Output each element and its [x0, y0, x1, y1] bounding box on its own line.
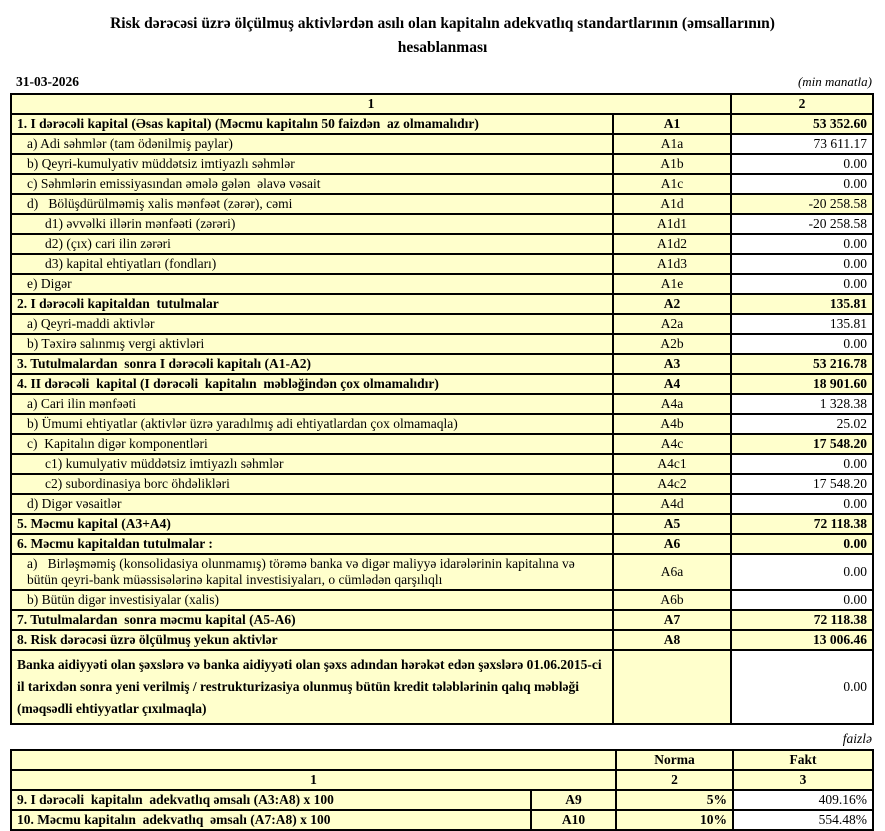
table-row	[11, 294, 873, 314]
row-code: A6b	[613, 590, 731, 610]
ratio-header-empty	[11, 750, 616, 770]
row-code: A1b	[613, 154, 731, 174]
row-code: A4c2	[613, 474, 731, 494]
row-value: 25.02	[731, 414, 873, 434]
row-description: 7. Tutulmalardan sonra məcmu kapital (A5-A6)	[11, 610, 613, 630]
table-row	[11, 514, 873, 534]
row-value: 17 548.20	[731, 474, 873, 494]
row-code: A1	[613, 114, 731, 134]
row-description: 3. Tutulmalardan sonra I dərəcəli kapitalı (A1-A2)	[11, 354, 613, 374]
ratio-code: A9	[531, 790, 616, 810]
percent-note: faizlə	[842, 730, 872, 746]
row-code: A2	[613, 294, 731, 314]
table-row	[11, 374, 873, 394]
ratio-row	[11, 790, 873, 810]
ratio-header-col-3: 3	[733, 770, 873, 790]
row-description: Banka aidiyyəti olan şəxslərə və banka aidiyyəti olan şəxs adından hərəkət edən şəxslərə 01.06.2015-ci il tarixdən sonra yeni verilmiş / restrukturizasiya olunmuş bütün kredit tələblərinin qalıq məbləği (məqsədli ehtiyyatlar çıxılmaqla)	[11, 650, 613, 724]
row-value: 0.00	[731, 494, 873, 514]
ratio-fakt: 554.48%	[733, 810, 873, 830]
row-description: a) Qeyri-maddi aktivlər	[11, 314, 613, 334]
capital-adequacy-table	[10, 93, 874, 725]
row-value: 135.81	[731, 294, 873, 314]
row-description: 2. I dərəcəli kapitaldan tutulmalar	[11, 294, 613, 314]
table-row	[11, 334, 873, 354]
table-row	[11, 274, 873, 294]
row-code: A8	[613, 630, 731, 650]
header-col-1: 1	[11, 94, 731, 114]
report-title	[0, 12, 885, 60]
ratio-norma: 10%	[616, 810, 733, 830]
report-title-line2: hesablanması	[397, 39, 488, 57]
table-row	[11, 394, 873, 414]
table-row	[11, 314, 873, 334]
row-value: 0.00	[731, 590, 873, 610]
row-code: A4d	[613, 494, 731, 514]
table-row	[11, 414, 873, 434]
row-description: 8. Risk dərəcəsi üzrə ölçülmuş yekun aktivlər	[11, 630, 613, 650]
row-value: 0.00	[731, 554, 873, 590]
ratio-header-col-2: 2	[616, 770, 733, 790]
row-value: 0.00	[731, 650, 873, 724]
adequacy-ratio-table	[10, 749, 874, 831]
table-row	[11, 154, 873, 174]
row-code: A4c1	[613, 454, 731, 474]
table-row	[11, 474, 873, 494]
row-value: 0.00	[731, 234, 873, 254]
ratio-description: 9. I dərəcəli kapitalın adekvatlıq əmsalı (A3:A8) x 100	[11, 790, 531, 810]
ratio-norma: 5%	[616, 790, 733, 810]
row-value: 13 006.46	[731, 630, 873, 650]
row-code: A1d1	[613, 214, 731, 234]
row-code: A1d3	[613, 254, 731, 274]
table-row	[11, 114, 873, 134]
row-description: 5. Məcmu kapital (A3+A4)	[11, 514, 613, 534]
row-description: c1) kumulyativ müddətsiz imtiyazlı səhmlər	[11, 454, 613, 474]
row-description: d2) (çıx) cari ilin zərəri	[11, 234, 613, 254]
row-code: A4b	[613, 414, 731, 434]
row-code: A1d2	[613, 234, 731, 254]
row-value: 72 118.38	[731, 610, 873, 630]
row-description: e) Digər	[11, 274, 613, 294]
report-date: 31-03-2026	[16, 74, 79, 90]
header-col-2: 2	[731, 94, 873, 114]
unit-note: (min manatla)	[797, 74, 872, 90]
table-row	[11, 174, 873, 194]
row-description: a) Birləşməmiş (konsolidasiya olunmamış) törəmə banka və digər maliyyə idarələrinin kapitalına və bütün qeyri-bank müəssisələrinə kapital investisiyaları, o cümlədən qarşılıqlı	[11, 554, 613, 590]
table-row	[11, 650, 873, 724]
row-description: 4. II dərəcəli kapital (I dərəcəli kapitalın məbləğindən çox olmamalıdır)	[11, 374, 613, 394]
table-row	[11, 234, 873, 254]
row-description: c2) subordinasiya borc öhdəlikləri	[11, 474, 613, 494]
row-value: 0.00	[731, 454, 873, 474]
table-row	[11, 434, 873, 454]
row-description: c) Səhmlərin emissiyasından əmələ gələn əlavə vəsait	[11, 174, 613, 194]
table-header-row	[11, 94, 873, 114]
table-row	[11, 494, 873, 514]
row-description: c) Kapitalın digər komponentləri	[11, 434, 613, 454]
ratio-header-col-1: 1	[11, 770, 616, 790]
table-row	[11, 454, 873, 474]
row-code: A4	[613, 374, 731, 394]
row-code: A4c	[613, 434, 731, 454]
table-row	[11, 134, 873, 154]
row-description: b) Ümumi ehtiyatlar (aktivlər üzrə yaradılmış adi ehtiyatlardan çox olmamaqla)	[11, 414, 613, 434]
row-code: A2a	[613, 314, 731, 334]
row-description: 6. Məcmu kapitaldan tutulmalar :	[11, 534, 613, 554]
row-code: A2b	[613, 334, 731, 354]
row-code: A6a	[613, 554, 731, 590]
row-description: b) Təxirə salınmış vergi aktivləri	[11, 334, 613, 354]
row-value: 73 611.17	[731, 134, 873, 154]
ratio-fakt: 409.16%	[733, 790, 873, 810]
row-value: -20 258.58	[731, 214, 873, 234]
row-code: A1e	[613, 274, 731, 294]
row-value: 72 118.38	[731, 514, 873, 534]
row-code: A3	[613, 354, 731, 374]
ratio-header-norma: Norma	[616, 750, 733, 770]
row-value: -20 258.58	[731, 194, 873, 214]
table-row	[11, 610, 873, 630]
row-value: 0.00	[731, 174, 873, 194]
table-row	[11, 194, 873, 214]
ratio-header-row-2	[11, 770, 873, 790]
row-value: 17 548.20	[731, 434, 873, 454]
table-row	[11, 214, 873, 234]
row-code: A1c	[613, 174, 731, 194]
ratio-description: 10. Məcmu kapitalın adekvatlıq əmsalı (A7:A8) x 100	[11, 810, 531, 830]
table-row	[11, 354, 873, 374]
row-description: b) Qeyri-kumulyativ müddətsiz imtiyazlı səhmlər	[11, 154, 613, 174]
row-value: 0.00	[731, 254, 873, 274]
row-code: A5	[613, 514, 731, 534]
row-value: 0.00	[731, 274, 873, 294]
report-title-line1: Risk dərəcəsi üzrə ölçülmuş aktivlərdən asılı olan kapitalın adekvatlıq standartlarının (əmsallarının)	[110, 15, 775, 32]
row-description: d) Digər vəsaitlər	[11, 494, 613, 514]
row-value: 0.00	[731, 534, 873, 554]
row-description: d3) kapital ehtiyatları (fondları)	[11, 254, 613, 274]
row-description: a) Adi səhmlər (tam ödənilmiş paylar)	[11, 134, 613, 154]
table-row	[11, 554, 873, 590]
row-code	[613, 650, 731, 724]
table-row	[11, 590, 873, 610]
row-value: 0.00	[731, 334, 873, 354]
ratio-header-fakt: Fakt	[733, 750, 873, 770]
row-description: d) Bölüşdürülməmiş xalis mənfəət (zərər), cəmi	[11, 194, 613, 214]
meta-row	[16, 74, 872, 90]
ratio-header-row-1	[11, 750, 873, 770]
table-row	[11, 630, 873, 650]
row-code: A4a	[613, 394, 731, 414]
row-value: 1 328.38	[731, 394, 873, 414]
row-code: A6	[613, 534, 731, 554]
row-value: 53 216.78	[731, 354, 873, 374]
row-value: 18 901.60	[731, 374, 873, 394]
table-row	[11, 254, 873, 274]
row-code: A7	[613, 610, 731, 630]
row-code: A1d	[613, 194, 731, 214]
ratio-row	[11, 810, 873, 830]
row-description: 1. I dərəcəli kapital (Əsas kapital) (Məcmu kapitalın 50 faizdən az olmamalıdır)	[11, 114, 613, 134]
row-description: d1) əvvəlki illərin mənfəəti (zərəri)	[11, 214, 613, 234]
row-description: a) Cari ilin mənfəəti	[11, 394, 613, 414]
row-value: 0.00	[731, 154, 873, 174]
ratio-code: A10	[531, 810, 616, 830]
row-value: 135.81	[731, 314, 873, 334]
row-code: A1a	[613, 134, 731, 154]
row-value: 53 352.60	[731, 114, 873, 134]
row-description: b) Bütün digər investisiyalar (xalis)	[11, 590, 613, 610]
table-row	[11, 534, 873, 554]
